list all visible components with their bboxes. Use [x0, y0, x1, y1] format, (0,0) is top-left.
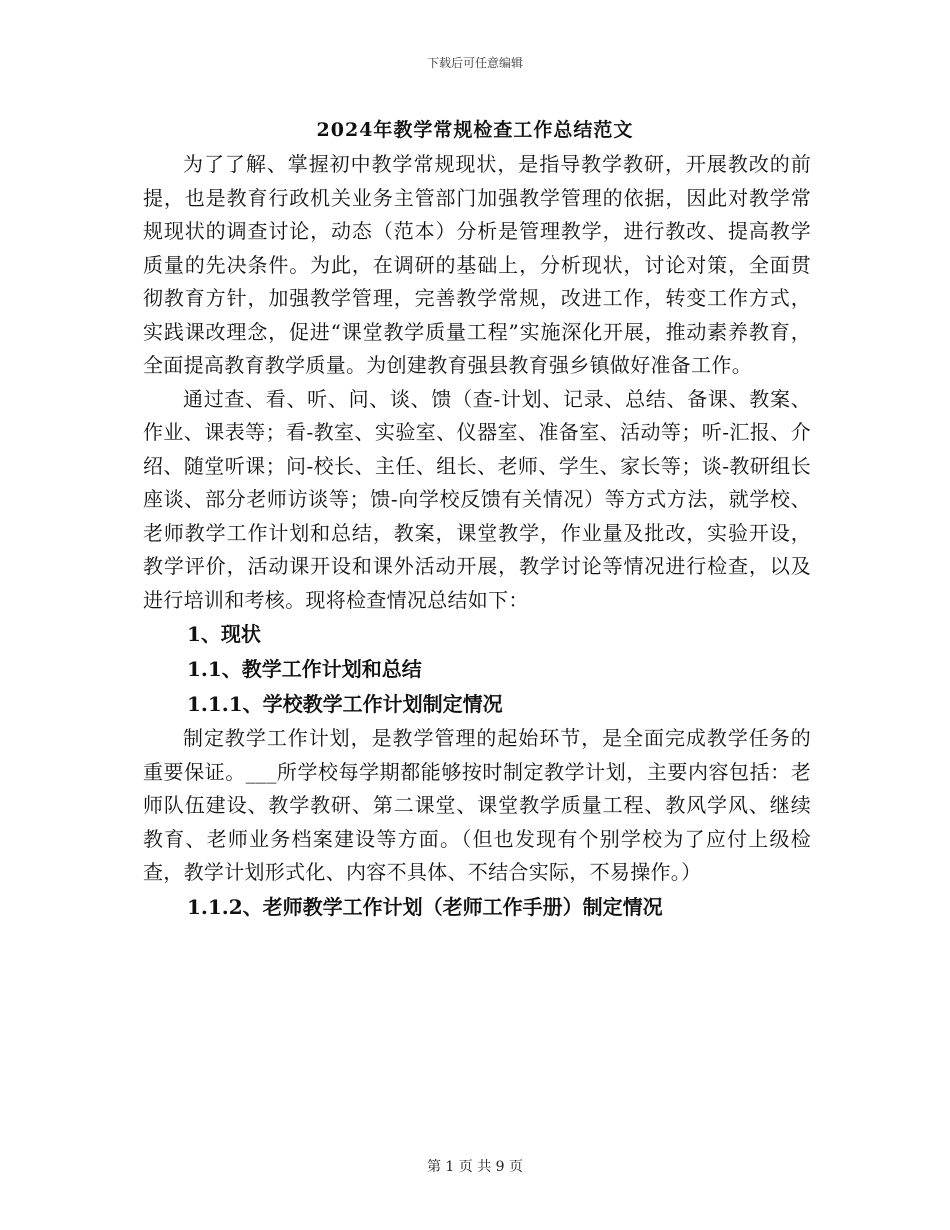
school-plan-paragraph: 制定教学工作计划，是教学管理的起始环节，是全面完成教学任务的重要保证。___所学校每学期都能够按时制定教学计划，主要内容包括：老师队伍建设、教学教研、第二课堂、课堂教学质量工程、教风学风、继续教育、老师业务档案建设等方面。（但也发现有个别学校为了应付上级检查，教学计划形式化、内容不具体、不结合实际，不易操作。）: [143, 726, 811, 884]
document-title: 2024年教学常规检查工作总结范文: [316, 119, 634, 141]
intro-paragraph: 为了了解、掌握初中教学常规现状，是指导教学教研，开展教改的前提，也是教育行政机关业务主管部门加强教学管理的依据，因此对教学常规现状的调查讨论，动态（范本）分析是管理教学，进行教改、提高教学质量的先决条件。为此，在调研的基础上，分析现状，讨论对策，全面贯彻教育方针，加强教学管理，完善教学常规，改进工作，转变工作方式，实践课改理念，促进“课堂教学质量工程”实施深化开展，推动素养教育，全面提高教育教学质量。为创建教育强县教育强乡镇做好准备工作。: [143, 152, 811, 377]
section-heading-plan-summary: 1.1、教学工作计划和总结: [187, 657, 422, 681]
method-paragraph: 通过查、看、听、问、谈、馈（查-计划、记录、总结、备课、教案、作业、课表等；看-教室、实验室、仪器室、准备室、活动等；听-汇报、介绍、随堂听课；问-校长、主任、组长、老师、学生、家长等；谈-教研组长座谈、部分老师访谈等；馈-向学校反馈有关情况）等方式方法，就学校、老师教学工作计划和总结，教案，课堂教学，作业量及批改，实验开设，教学评价，活动课开设和课外活动开展，教学讨论等情况进行检查，以及进行培训和考核。现将检查情况总结如下：: [143, 386, 811, 612]
page-header-note: 下载后可任意编辑: [426, 56, 523, 70]
section-heading-school-plan: 1.1.1、学校教学工作计划制定情况: [187, 692, 503, 716]
document-body: [143, 148, 811, 925]
page-number-footer: 第 1 页 共 9 页: [426, 1159, 524, 1175]
section-heading-teacher-plan: 1.1.2、老师教学工作计划（老师工作手册）制定情况: [187, 894, 663, 919]
section-heading-status: 1、现状: [187, 622, 261, 646]
